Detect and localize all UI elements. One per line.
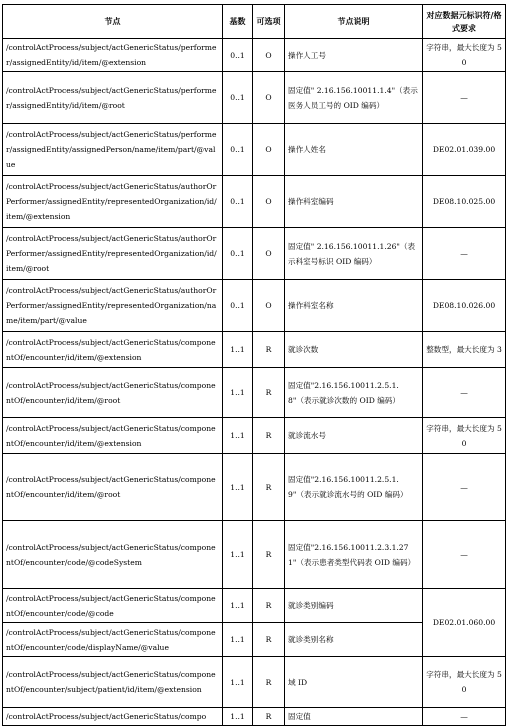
spec-cell: 字符串，最大长度为 50 [423,418,506,454]
spec-cell: DE08.10.025.00 [423,176,506,228]
table-row [3,228,506,280]
optional-cell: R [253,368,285,418]
description-cell: 固定值" 2.16.156.10011.1.26"（表示科室号标识 OID 编码） [285,228,423,280]
description-cell: 操作人工号 [285,39,423,72]
node-path: /controlActProcess/subject/actGenericStatus/componentOf/encounter/id/item/@root [3,454,223,521]
header-optional: 可选项 [253,5,285,39]
optional-cell: O [253,176,285,228]
cardinality-cell: 1..1 [223,418,253,454]
table-row [3,657,506,708]
optional-cell: O [253,124,285,176]
node-path: /controlActProcess/subject/actGenericStatus/authorOrPerformer/assignedEntity/representedOrganization/name/item/part/@value [3,280,223,332]
table-row [3,39,506,72]
node-path: /controlActProcess/subject/actGenericStatus/performer/assignedEntity/id/item/@root [3,72,223,124]
node-path: /controlActProcess/subject/actGenericStatus/componentOf/encounter/id/item/@root [3,368,223,418]
spec-cell: DE02.01.060.00 [423,589,506,657]
optional-cell: R [253,623,285,657]
cardinality-cell: 1..1 [223,454,253,521]
optional-cell: O [253,72,285,124]
node-table [2,4,506,726]
spec-cell: — [423,228,506,280]
description-cell: 固定值"2.16.156.10011.2.5.1.9"（表示就诊流水号的 OID 编码） [285,454,423,521]
table-row [3,368,506,418]
optional-cell: R [253,454,285,521]
description-cell: 就诊次数 [285,332,423,368]
table-row [3,124,506,176]
node-path: /controlActProcess/subject/actGenericStatus/componentOf/encounter/id/item/@extension [3,332,223,368]
table-row [3,521,506,589]
table-row [3,176,506,228]
node-path: /controlActProcess/subject/actGenericStatus/componentOf/encounter/subject/patient/id/item/@extension [3,657,223,708]
node-path: /controlActProcess/subject/actGenericStatus/compo [3,708,223,726]
spec-cell: — [423,72,506,124]
optional-cell: O [253,39,285,72]
node-path: /controlActProcess/subject/actGenericStatus/componentOf/encounter/code/displayName/@value [3,623,223,657]
table-row [3,332,506,368]
description-cell: 操作科室名称 [285,280,423,332]
spec-cell: — [423,708,506,726]
node-path: /controlActProcess/subject/actGenericStatus/componentOf/encounter/id/item/@extension [3,418,223,454]
cardinality-cell: 1..1 [223,521,253,589]
spec-cell: 字符串，最大长度为 50 [423,39,506,72]
table-row [3,280,506,332]
optional-cell: O [253,280,285,332]
description-cell: 操作人姓名 [285,124,423,176]
spec-cell: — [423,521,506,589]
table-row [3,589,506,623]
description-cell: 就诊类别编码 [285,589,423,623]
document-page [2,4,505,726]
optional-cell: R [253,418,285,454]
cardinality-cell: 1..1 [223,589,253,623]
cardinality-cell: 1..1 [223,623,253,657]
cardinality-cell: 0..1 [223,176,253,228]
header-row [3,5,506,39]
description-cell: 就诊流水号 [285,418,423,454]
spec-cell: — [423,368,506,418]
cardinality-cell: 1..1 [223,657,253,708]
node-path: /controlActProcess/subject/actGenericStatus/componentOf/encounter/code/@code [3,589,223,623]
optional-cell: O [253,228,285,280]
description-cell: 固定值 [285,708,423,726]
cardinality-cell: 0..1 [223,228,253,280]
cardinality-cell: 0..1 [223,39,253,72]
description-cell: 固定值"2.16.156.10011.2.3.1.271"（表示患者类型代码表 OID 编码） [285,521,423,589]
cardinality-cell: 0..1 [223,72,253,124]
spec-cell: — [423,454,506,521]
header-spec: 对应数据元标识符/格式要求 [423,5,506,39]
optional-cell: R [253,332,285,368]
cardinality-cell: 1..1 [223,368,253,418]
node-path: /controlActProcess/subject/actGenericStatus/authorOrPerformer/assignedEntity/representedOrganization/id/item/@root [3,228,223,280]
header-node: 节点 [3,5,223,39]
cardinality-cell: 1..1 [223,332,253,368]
optional-cell: R [253,589,285,623]
optional-cell: R [253,657,285,708]
cardinality-cell: 0..1 [223,124,253,176]
table-row [3,454,506,521]
header-cardinality: 基数 [223,5,253,39]
node-path: /controlActProcess/subject/actGenericStatus/authorOrPerformer/assignedEntity/representedOrganization/id/item/@extension [3,176,223,228]
description-cell: 操作科室编码 [285,176,423,228]
header-description: 节点说明 [285,5,423,39]
node-path: /controlActProcess/subject/actGenericStatus/performer/assignedEntity/id/item/@extension [3,39,223,72]
optional-cell: R [253,708,285,726]
node-path: /controlActProcess/subject/actGenericStatus/performer/assignedEntity/assignedPerson/name/item/part/@value [3,124,223,176]
description-cell: 域 ID [285,657,423,708]
description-cell: 固定值"2.16.156.10011.2.5.1.8"（表示就诊次数的 OID 编码） [285,368,423,418]
spec-cell: DE02.01.039.00 [423,124,506,176]
cardinality-cell: 0..1 [223,280,253,332]
table-row [3,72,506,124]
cardinality-cell: 1..1 [223,708,253,726]
description-cell: 就诊类别名称 [285,623,423,657]
table-row [3,708,506,726]
optional-cell: R [253,521,285,589]
spec-cell: DE08.10.026.00 [423,280,506,332]
spec-cell: 字符串，最大长度为 50 [423,657,506,708]
spec-cell: 整数型，最大长度为 3 [423,332,506,368]
table-row [3,418,506,454]
description-cell: 固定值" 2.16.156.10011.1.4"（表示医务人员工号的 OID 编码） [285,72,423,124]
node-path: /controlActProcess/subject/actGenericStatus/componentOf/encounter/code/@codeSystem [3,521,223,589]
